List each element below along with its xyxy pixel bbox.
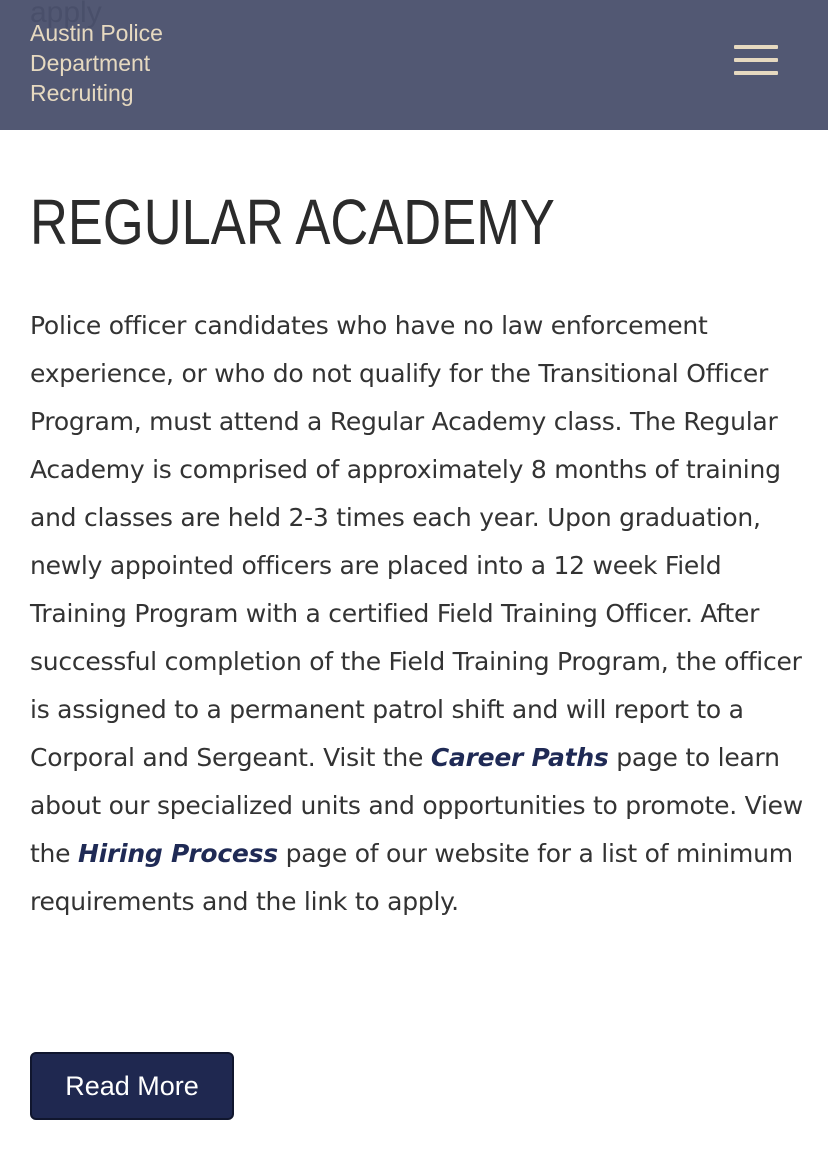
site-header [0,0,828,130]
menu-bar-bottom [734,71,778,75]
description-part-1: Police officer candidates who have no law enforcement experience, or who do not qualify for the Transitional Officer Program, must attend a Regular Academy class. The Regular Academy is comprised of approximately 8 months of training and classes are held 2-3 times each year. Upon graduation, newly appointed officers are placed into a 12 week Field Training Program with a certified Field Training Officer. After successful completion of the Field Training Program, the officer is assigned to a permanent patrol shift and will report to a Corporal and Sergeant. Visit the [30,311,802,772]
brand-line-2: Department [30,50,151,76]
site-brand[interactable] [30,18,163,108]
read-more-button[interactable]: Read More [30,1052,234,1120]
academy-description [30,302,820,926]
menu-bar-middle [734,58,778,62]
hamburger-menu-icon[interactable] [730,40,782,80]
hiring-process-link[interactable]: Hiring Process [77,839,278,868]
header-ghost-text: apply [30,0,102,29]
description-part-3: page of our website for a list of minimum requirements and the link to apply. [30,839,793,916]
career-paths-link[interactable]: Career Paths [430,743,609,772]
page-title: REGULAR ACADEMY [30,186,555,258]
description-part-2: page to learn about our specialized units and opportunities to promote. View the [30,743,803,868]
brand-line-1: Austin Police [30,20,163,46]
menu-bar-top [734,45,778,49]
brand-line-3: Recruiting [30,80,134,106]
